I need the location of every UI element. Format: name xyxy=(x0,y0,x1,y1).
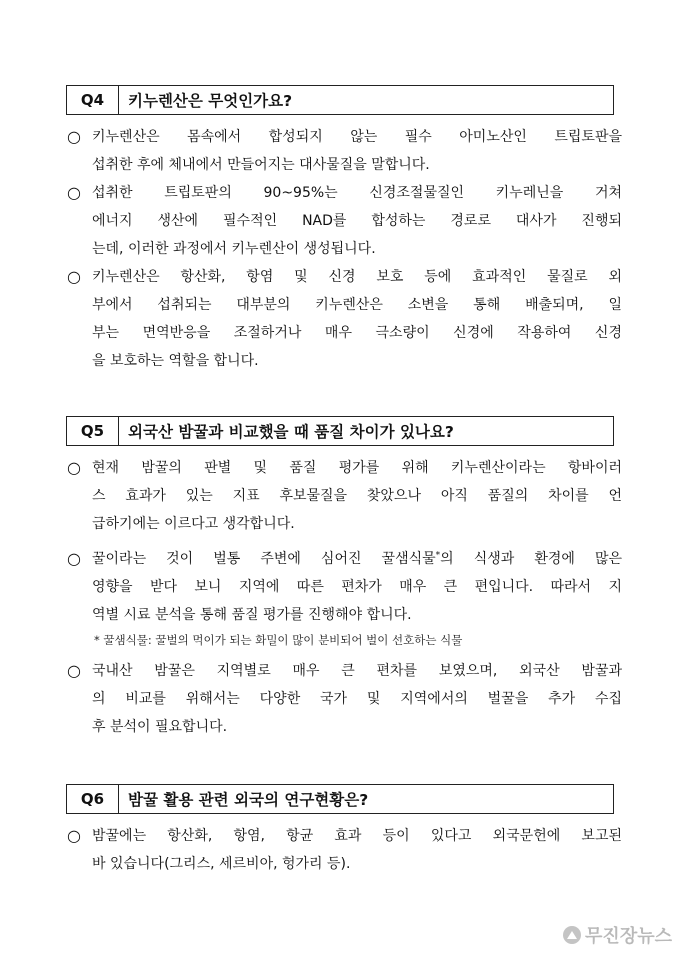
footnote-marker: * xyxy=(435,550,441,561)
bullet-circle-icon: ○ xyxy=(67,127,81,146)
footnote: * 꿀샘식물: 꿀벌의 먹이가 되는 화밀이 많이 분비되어 벌이 선호하는 식물 xyxy=(94,633,463,647)
bullet-circle-icon: ○ xyxy=(67,549,81,568)
q4-item-3: ○ 키누렌산은 항산화, 항염 및 신경 보호 등에 효과적인 물질로 외 부에서 섭취되는 대부분의 키누렌산은 소변을 통해 배출되며, 일 부는 면역반응을 조절하거나 매우 극소량이 신경에 작용하여 신경 을 보호하는 역할을 합니다. xyxy=(62,263,622,375)
q5-title: 외국산 밤꿀과 비교했을 때 품질 차이가 있나요? xyxy=(128,423,454,441)
q4-item-1: ○ 키누렌산은 몸속에서 합성되지 않는 필수 아미노산인 트립토판을 섭취한 후에 체내에서 만들어지는 대사물질을 말합니다. xyxy=(62,123,622,179)
bullet-circle-icon: ○ xyxy=(67,267,81,286)
q6-number: Q6 xyxy=(67,785,119,813)
q6-item-1: ○ 밤꿀에는 항산화, 항염, 항균 효과 등이 있다고 외국문헌에 보고된 바 있습니다(그리스, 세르비아, 헝가리 등). xyxy=(62,822,622,878)
q5-item-1: ○ 현재 밤꿀의 판별 및 품질 평가를 위해 키누렌산이라는 항바이러 스 효과가 있는 지표 후보물질을 찾았으나 아직 품질의 차이를 언 급하기에는 이르다고 생각합니다. xyxy=(62,454,622,538)
q6-title: 밤꿀 활용 관련 외국의 연구현황은? xyxy=(128,791,369,809)
q4-header xyxy=(66,85,614,115)
watermark-text: 무진장뉴스 xyxy=(585,926,672,947)
q5-number: Q5 xyxy=(67,417,119,445)
bullet-circle-icon: ○ xyxy=(67,826,81,845)
bullet-circle-icon: ○ xyxy=(67,458,81,477)
q5-item-2: ○ 꿀이라는 것이 벌통 주변에 심어진 꿀샘식물*의 식생과 환경에 많은 영향을 받다 보니 지역에 따른 편차가 매우 큰 편입니다. 따라서 지 역별 시료 분석을 통해 품질 평가를 진행해야 합니다. xyxy=(62,545,622,629)
q4-title: 키누렌산은 무엇인가요? xyxy=(128,92,293,110)
watermark-logo-icon xyxy=(563,926,581,944)
bullet-circle-icon: ○ xyxy=(67,661,81,680)
q5-item-3: ○ 국내산 밤꿀은 지역별로 매우 큰 편차를 보였으며, 외국산 밤꿀과 의 비교를 위해서는 다양한 국가 및 지역에서의 벌꿀을 추가 수집 후 분석이 필요합니다. xyxy=(62,657,622,741)
bullet-circle-icon: ○ xyxy=(67,183,81,202)
q6-header xyxy=(66,784,614,814)
watermark xyxy=(563,922,672,948)
q4-number: Q4 xyxy=(67,86,119,114)
q5-header xyxy=(66,416,614,446)
q4-item-2: ○ 섭취한 트립토판의 90~95%는 신경조절물질인 키누레닌을 거쳐 에너지 생산에 필수적인 NAD를 합성하는 경로로 대사가 진행되 는데, 이러한 과정에서 키누렌산이 생성됩니다. xyxy=(62,179,622,263)
